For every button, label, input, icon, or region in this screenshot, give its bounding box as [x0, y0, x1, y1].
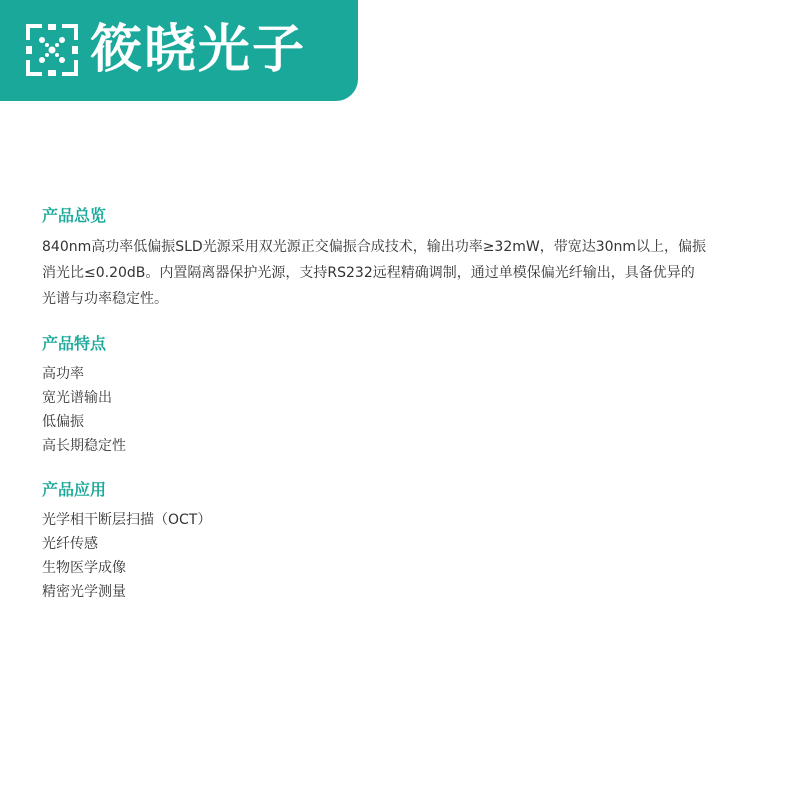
list-item: 高功率: [42, 366, 84, 382]
list-item: 宽光谱输出: [42, 390, 112, 406]
list-item: 光纤传感: [42, 536, 98, 552]
brand-name: 筱晓光子: [90, 20, 307, 80]
list-item: 光学相干断层扫描（OCT）: [42, 512, 212, 528]
overview-line: 消光比≤0.20dB。内置隔离器保护光源，支持RS232远程精确调制，通过单模保偏光纤输出，具备优异的: [42, 265, 695, 281]
list-item: 高长期稳定性: [42, 438, 126, 454]
applications-title: 产品应用: [42, 480, 107, 499]
features-list: [42, 362, 762, 458]
applications-list: [42, 508, 762, 604]
applications-section: [42, 478, 762, 604]
overview-line: 840nm高功率低偏振SLD光源采用双光源正交偏振合成技术，输出功率≥32mW，带宽达30nm以上，偏振: [42, 239, 707, 255]
brand-logo-icon: [24, 22, 80, 78]
overview-line: 光谱与功率稳定性。: [42, 291, 168, 307]
product-content: [42, 204, 762, 604]
overview-text: [42, 234, 762, 312]
list-item: 精密光学测量: [42, 584, 126, 600]
features-section: [42, 332, 762, 458]
features-title: 产品特点: [42, 334, 107, 353]
list-item: 低偏振: [42, 414, 84, 430]
list-item: 生物医学成像: [42, 560, 126, 576]
overview-section: [42, 204, 762, 312]
brand-header: [0, 0, 358, 101]
overview-title: 产品总览: [42, 206, 107, 225]
